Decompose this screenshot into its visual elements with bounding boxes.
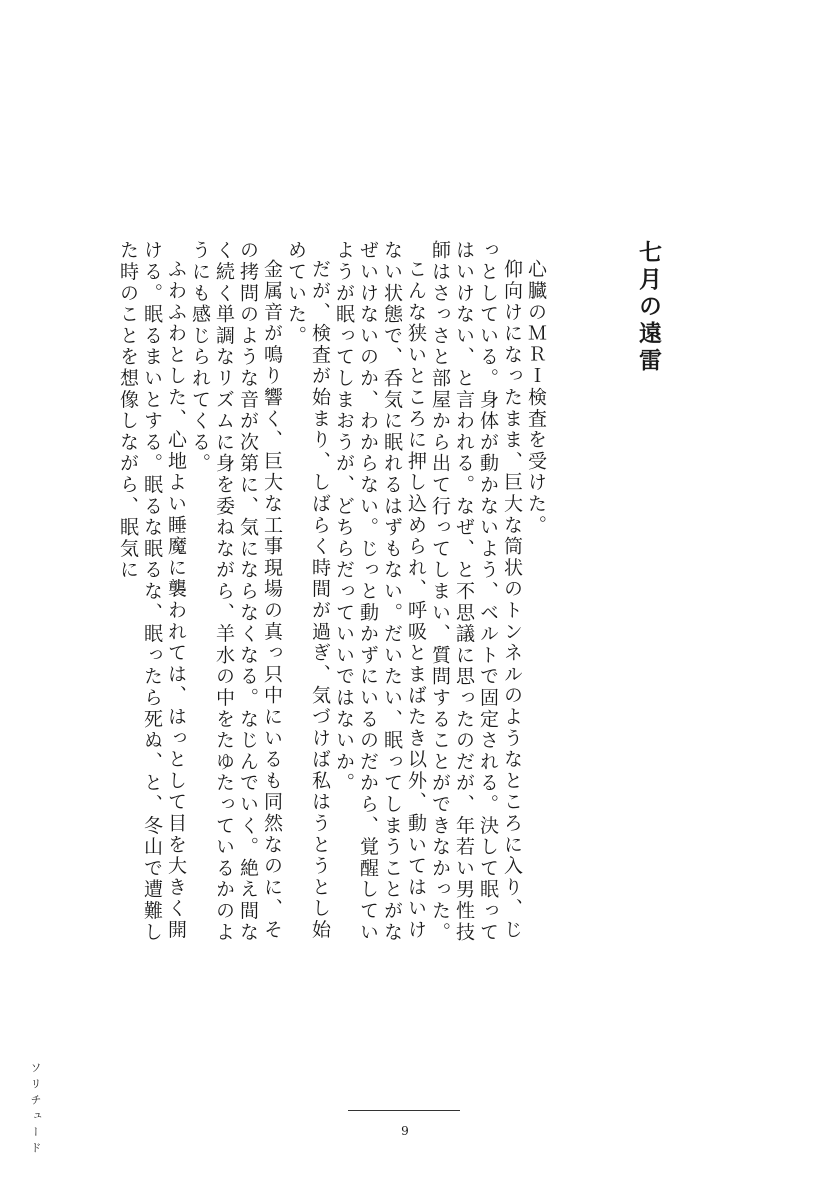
- footer-rule: [348, 1110, 460, 1111]
- paragraph: こんな狭いところに押し込められ、呼吸とまばたき以外、動いてはいけない状態で、呑気に眠れるはずもない。だいたい、眠ってしまうことがなぜいけないのか、わからない。じっと動かずにいるのだから、覚醒していようが眠ってしまおうが、どちらだっていいではないか。: [333, 240, 427, 943]
- paragraph: 仰向けになったまま、巨大な筒状のトンネルのようなところに入り、じっとしている。身体が動かないよう、ベルトで固定される。決して眠ってはいけない、と言われる。なぜ、と不思議に思ったのだが、年若い男性技師はさっさと部屋から出て行ってしまい、質問することができなかった。: [429, 240, 523, 943]
- page-number: 9: [401, 1124, 409, 1138]
- story-body: [117, 240, 548, 960]
- magazine-name: ソリチュード: [29, 1062, 42, 1158]
- paragraph: 心臓のＭＲＩ検査を受けた。: [525, 259, 547, 536]
- story-title: 七月の遠雷: [635, 240, 662, 375]
- paragraph: だが、検査が始まり、しばらく時間が過ぎ、気づけば私はうとうとし始めていた。: [285, 240, 331, 941]
- paragraph: ふわふわとした、心地よい睡魔に襲われては、はっとして目を大きく開ける。眠るまいとする。眠るな眠るな、眠ったら死ぬ、と、冬山で遭難した時のことを想像しながら、眠気に: [117, 240, 187, 943]
- paragraph: 金属音が鳴り響く、巨大な工事現場の真っ只中にいるも同然なのに、その拷問のような音が次第に、気にならなくなる。なじんでいく。絶え間なく続く単調なリズムに身を委ねながら、羊水の中をたゆたっているかのようにも感じられてくる。: [189, 240, 283, 943]
